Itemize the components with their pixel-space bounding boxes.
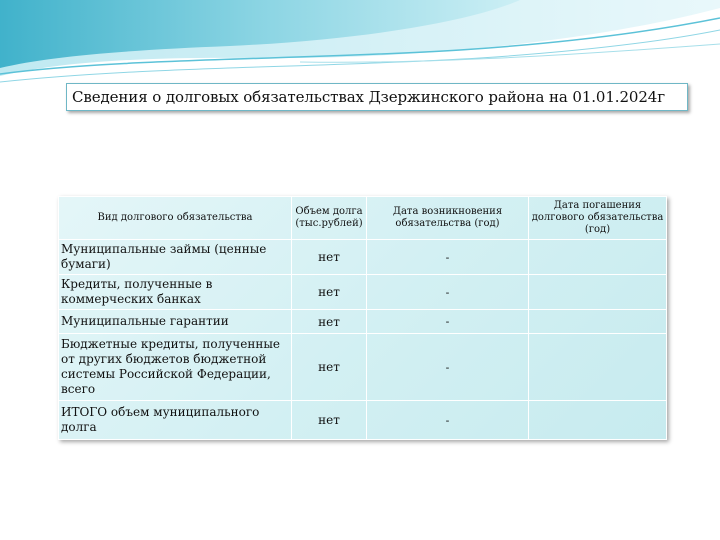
debt-table <box>58 196 667 440</box>
cell-volume: нет <box>292 334 367 401</box>
cell-volume: нет <box>292 275 367 310</box>
table-row <box>59 240 667 275</box>
cell-debt-type: Кредиты, полученные в коммерческих банках <box>59 275 292 310</box>
cell-date-start: - <box>367 240 529 275</box>
cell-date-end <box>529 275 667 310</box>
cell-debt-type: ИТОГО объем муниципального долга <box>59 401 292 440</box>
cell-date-start: - <box>367 334 529 401</box>
cell-date-end <box>529 310 667 334</box>
header-date-end: Дата погашения долгового обязательства (год) <box>529 197 667 240</box>
title-box <box>66 83 688 111</box>
cell-date-start: - <box>367 401 529 440</box>
cell-date-start: - <box>367 275 529 310</box>
cell-volume: нет <box>292 310 367 334</box>
table-row <box>59 275 667 310</box>
cell-volume: нет <box>292 240 367 275</box>
header-debt-volume: Объем долга (тыс.рублей) <box>292 197 367 240</box>
cell-debt-type: Муниципальные гарантии <box>59 310 292 334</box>
cell-volume: нет <box>292 401 367 440</box>
header-date-start: Дата возникновения обязательства (год) <box>367 197 529 240</box>
page-title: Сведения о долговых обязательствах Дзержинского района на 01.01.2024г <box>72 88 666 106</box>
header-wave-decoration <box>0 0 720 90</box>
cell-debt-type: Бюджетные кредиты, полученные от других бюджетов бюджетной системы Российской Федерации, всего <box>59 334 292 401</box>
table-row <box>59 310 667 334</box>
table-row <box>59 334 667 401</box>
cell-date-end <box>529 240 667 275</box>
table-row-total <box>59 401 667 440</box>
cell-date-start: - <box>367 310 529 334</box>
cell-date-end <box>529 401 667 440</box>
table-header-row <box>59 197 667 240</box>
cell-date-end <box>529 334 667 401</box>
header-debt-type: Вид долгового обязательства <box>59 197 292 240</box>
cell-debt-type: Муниципальные займы (ценные бумаги) <box>59 240 292 275</box>
